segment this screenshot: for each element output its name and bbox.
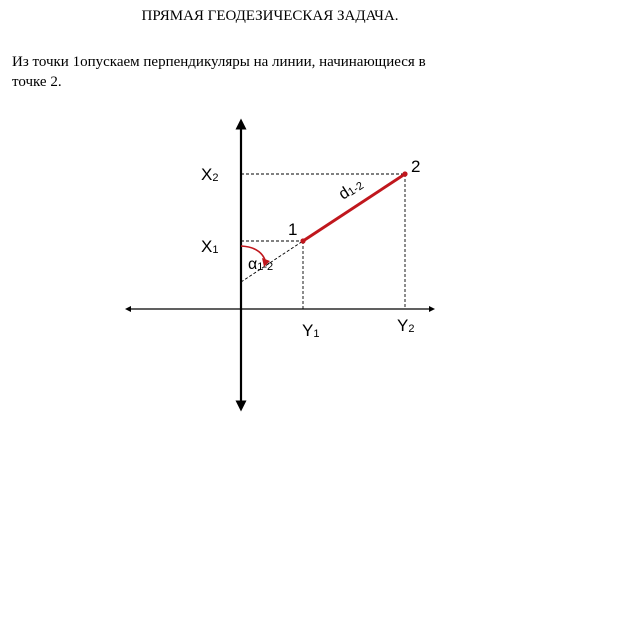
- description-line-1: Из точки 1опускаем перпендикуляры на линии, начинающиеся в: [12, 54, 426, 70]
- page-title: ПРЯМАЯ ГЕОДЕЗИЧЕСКАЯ ЗАДАЧА.: [141, 8, 399, 24]
- description-line-2: точке 2.: [12, 74, 62, 90]
- y2-label: Y2: [397, 316, 415, 335]
- point-1-label: 1: [288, 220, 298, 239]
- distance-label: d1-2: [335, 179, 366, 204]
- point-1-marker: [300, 238, 305, 243]
- x1-label: X1: [201, 237, 219, 256]
- angle-label: α1-2: [248, 256, 274, 273]
- y1-label: Y1: [302, 321, 320, 340]
- point-2-marker: [402, 171, 407, 176]
- point-2-label: 2: [411, 157, 421, 176]
- projection-lines: [241, 174, 405, 309]
- x2-label: X2: [201, 165, 219, 184]
